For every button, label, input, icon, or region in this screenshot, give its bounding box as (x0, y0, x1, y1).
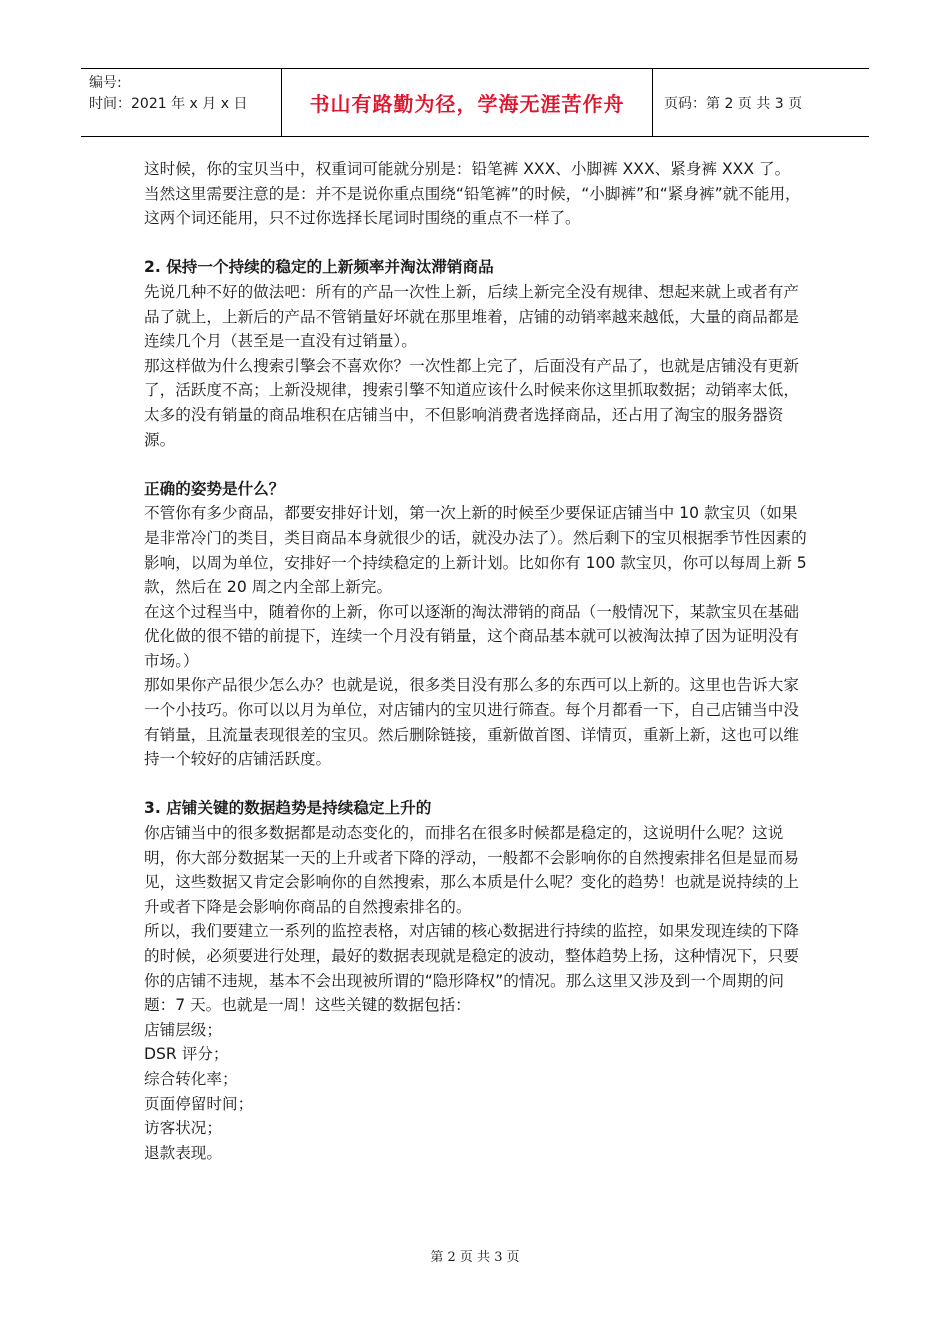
date-label: 时间：2021 年 x 月 x 日 (89, 96, 248, 112)
body-paragraph: 综合转化率； (144, 1069, 238, 1088)
body-paragraph: 退款表现。 (144, 1143, 222, 1162)
section-heading: 正确的姿势是什么？ (144, 479, 285, 498)
body-paragraph: 那这样做为什么搜索引擎会不喜欢你？一次性都上完了，后面没有产品了，也就是店铺没有更新了，活跃度不高；上新没规律，搜索引擎不知道应该什么时候来你这里抓取数据；动销率太低，太多的没有销量的商品堆积在店铺当中，不但影响消费者选择商品，还占用了淘宝的服务器资源。 (144, 356, 799, 449)
document-body (144, 157, 810, 1165)
body-paragraph: 那如果你产品很少怎么办？也就是说，很多类目没有那么多的东西可以上新的。这里也告诉大家一个小技巧。你可以以月为单位，对店铺内的宝贝进行筛查。每个月都看一下，自己店铺当中没有销量，且流量表现很差的宝贝。然后删除链接，重新做首图、详情页，重新上新，这也可以维持一个较好的店铺活跃度。 (144, 676, 799, 769)
paragraph-spacer (144, 772, 810, 797)
body-paragraph: DSR 评分； (144, 1045, 229, 1064)
body-paragraph: 这时候，你的宝贝当中，权重词可能就分别是：铅笔裤 XXX、小脚裤 XXX、紧身裤 XXX 了。 (144, 160, 791, 178)
section-heading: 3. 店铺关键的数据趋势是持续稳定上升的 (144, 799, 432, 818)
body-paragraph: 不管你有多少商品，都要安排好计划，第一次上新的时候至少要保证店铺当中 10 款宝贝（如果是非常冷门的类目，类目商品本身就很少的话，就没办法了）。然后剩下的宝贝根据季节性因素的影响，以周为单位，安排好一个持续稳定的上新计划。比如你有 100 款宝贝，你可以每周上新 5 款，然后在 20 周之内全部上新完。 (144, 504, 807, 597)
body-paragraph: 你店铺当中的很多数据都是动态变化的，而排名在很多时候都是稳定的，这说明什么呢？这说明，你大部分数据某一天的上升或者下降的浮动，一般都不会影响你的自然搜索排名但是显而易见，这些数据又肯定会影响你的自然搜索，那么本质是什么呢？变化的趋势！也就是说持续的上升或者下降是会影响你商品的自然搜索排名的。 (144, 824, 799, 916)
body-paragraph: 先说几种不好的做法吧：所有的产品一次性上新，后续上新完全没有规律、想起来就上或者有产品了就上，上新后的产品不管销量好坏就在那里堆着，店铺的动销率越来越低，大量的商品都是连续几个月（甚至是一直没有过销量）。 (144, 282, 799, 351)
header-motto: 书山有路勤为径，学海无涯苦作舟 (309, 92, 625, 116)
page-header (81, 68, 869, 137)
header-page-cell (653, 69, 869, 136)
section-heading: 2. 保持一个持续的稳定的上新频率并淘汰滞销商品 (144, 258, 494, 277)
body-paragraph: 访客状况； (144, 1119, 222, 1138)
paragraph-spacer (144, 452, 810, 477)
serial-number-label: 编号: (89, 75, 122, 91)
body-paragraph: 当然这里需要注意的是：并不是说你重点围绕“铅笔裤”的时候，“小脚裤”和“紧身裤”就不能用，这两个词还能用，只不过你选择长尾词时围绕的重点不一样了。 (144, 184, 801, 228)
body-paragraph: 页面停留时间； (144, 1094, 254, 1113)
header-motto-cell (282, 69, 653, 136)
page-footer (0, 1246, 950, 1265)
body-paragraph: 店铺层级； (144, 1020, 222, 1039)
header-page-number: 页码：第 2 页 共 3 页 (664, 95, 803, 112)
footer-page-number: 第 2 页 共 3 页 (430, 1250, 520, 1265)
header-meta (81, 69, 282, 136)
paragraph-spacer (144, 231, 810, 256)
body-paragraph: 所以，我们要建立一系列的监控表格，对店铺的核心数据进行持续的监控，如果发现连续的下降的时候，必须要进行处理，最好的数据表现就是稳定的波动，整体趋势上扬，这种情况下，只要你的店铺不违规，基本不会出现被所谓的“隐形降权”的情况。那么这里又涉及到一个周期的问题：7 天。也就是一周！这些关键的数据包括： (144, 922, 799, 1015)
body-paragraph: 在这个过程当中，随着你的上新，你可以逐渐的淘汰滞销的商品（一般情况下，某款宝贝在基础优化做的很不错的前提下，连续一个月没有销量，这个商品基本就可以被淘汰掉了因为证明没有市场。） (144, 602, 799, 670)
